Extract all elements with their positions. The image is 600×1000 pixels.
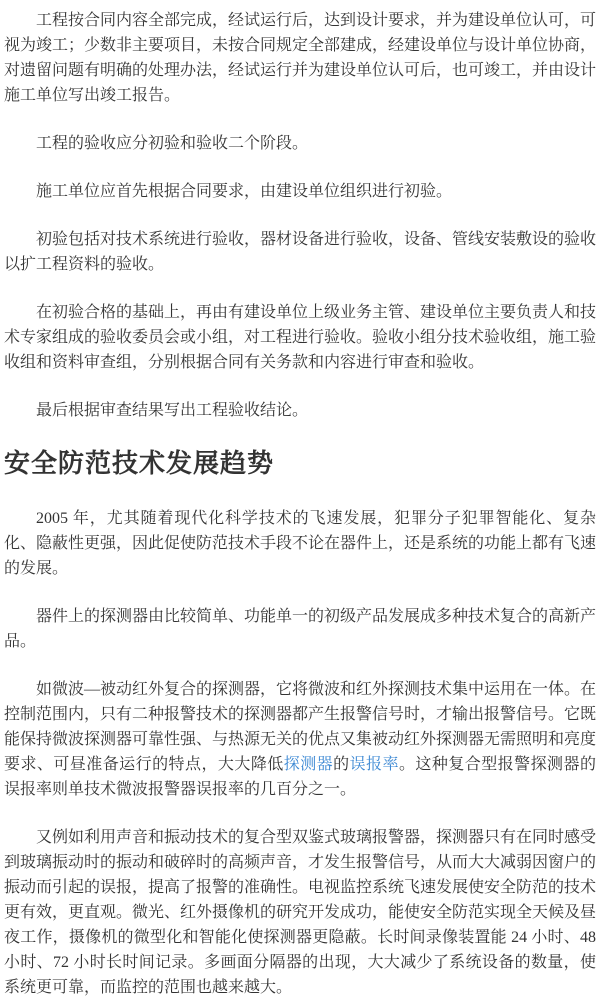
section-heading-security-trends: 安全防范技术发展趋势 [4, 448, 275, 478]
paragraph-acceptance-stages: 工程的验收应分初验和验收二个阶段。 [36, 135, 309, 152]
paragraph-acceptance-committee: 在初验合格的基础上，再由有建设单位上级业务主管、建设单位主要负责人和技术专家组成的验收委员会或小组，对工程进行验收。验收小组分技术验收组，施工验收组和资料审查组，分别根据合同有关务款和内容进行审查和验收。 [4, 304, 597, 371]
paragraph-initial-check-scope: 初验包括对技术系统进行验收，器材设备进行验收，设备、管线安装敷设的验收以扩工程资料的验收。 [4, 231, 597, 273]
paragraph-text-segment: 如微波—被动红外复合的探测器，它将微波和红外探测技术集中运用在一体。在控制范围内，只有二种报警技术的探测器都产生报警信号时，才输出报警信号。它既能保持微波探测器可靠性强、与热源无关的优点又集被动红外探测器无需照明和亮度要求、可昼准备运行的特点，大大降低 [4, 681, 597, 773]
paragraph-initial-check: 施工单位应首先根据合同要求，由建设单位组织进行初验。 [36, 183, 453, 200]
link-detector[interactable]: 探测器 [283, 756, 334, 773]
paragraph-microwave-infrared [4, 677, 596, 802]
paragraph-glass-alarm-cctv: 又例如利用声音和振动技术的复合型双鉴式玻璃报警器，探测器只有在同时感受到玻璃振动时的振动和破碎时的高频声音，才发生报警信号，从而大大减弱因窗户的振动而引起的误报，提高了报警的准确性。电视监控系统飞速发展使安全防范的技术更有效，更直观。微光、红外摄像机的研究开发成功，能使安全防范实现全天候及昼夜工作，摄像机的微型化和智能化使探测器更隐蔽。长时间录像装置能 24 小时、48 小时、72 小时长时间记录。多画面分隔器的出现，大大减少了系统设备的数量，使系统更可靠，而监控的范围也越来越大。 [4, 829, 597, 996]
paragraph-text-segment: 的 [333, 756, 350, 773]
paragraph-text-segment: 。这种复合型报警探测器的误报率则单技术微波报警器误报率的几百分之一。 [4, 756, 596, 798]
link-false-alarm-rate[interactable]: 误报率 [349, 756, 399, 773]
paragraph-completion: 工程按合同内容全部完成，经试运行后，达到设计要求，并为建设单位认可，可视为竣工；少数非主要项目，未按合同规定全部建成，经建设单位与设计单位协商，对遗留问题有明确的处理办法，经试运行并为建设单位认可后，也可竣工，并由设计施工单位写出竣工报告。 [4, 12, 597, 104]
paragraph-conclusion: 最后根据审查结果写出工程验收结论。 [36, 402, 309, 419]
article-body [0, 8, 600, 1000]
paragraph-detector-products: 器件上的探测器由比较简单、功能单一的初级产品发展成多种技术复合的高新产品。 [4, 608, 597, 650]
paragraph-2005-development: 2005 年，尤其随着现代化科学技术的飞速发展，犯罪分子犯罪智能化、复杂化、隐蔽性更强，因此促使防范技术手段不论在器件上，还是系统的功能上都有飞速的发展。 [4, 510, 597, 577]
